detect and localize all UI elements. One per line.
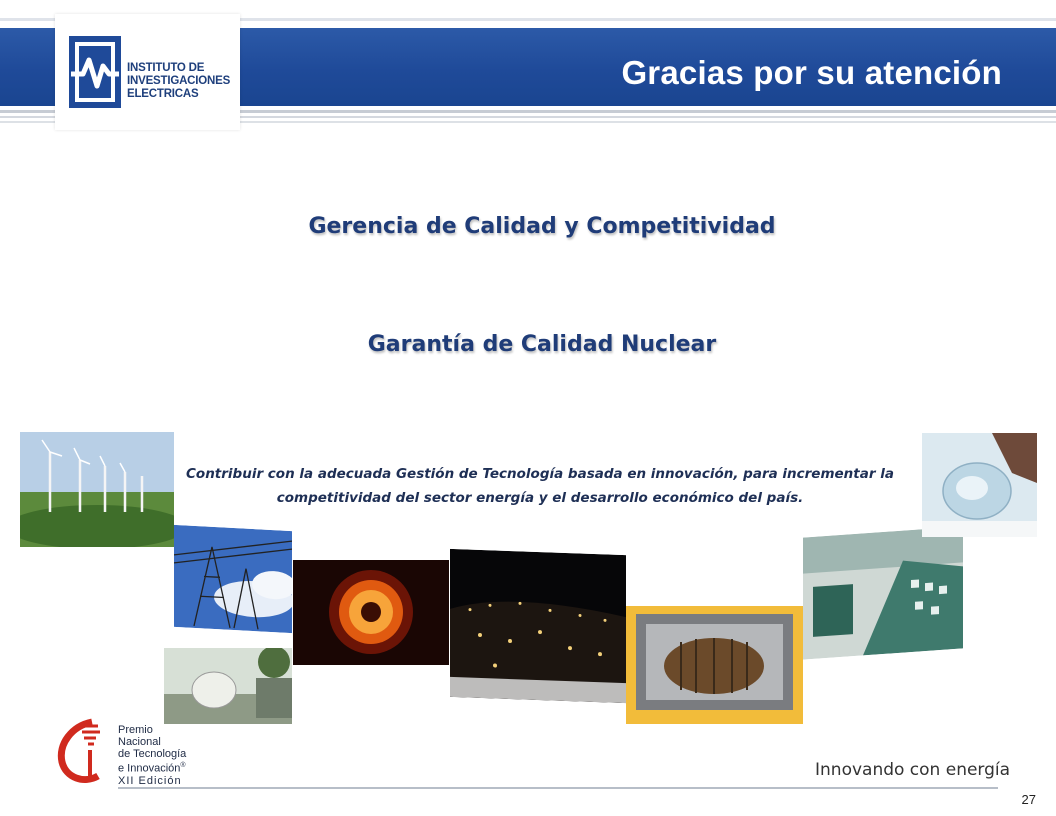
department-heading: Gerencia de Calidad y Competitividad [308,214,776,239]
mission-line: Contribuir con la adecuada Gestión de Tecnología basada en innovación, para incrementar la [186,466,894,482]
mission-statement [170,462,910,510]
wind-turbines-photo [20,432,174,547]
turbine-fire-photo [293,560,449,665]
iie-logo-icon [69,36,121,108]
steam-turbine-photo [626,606,803,724]
slide-title: Gracias por su atención [621,54,1002,91]
registered-mark: ® [180,762,186,769]
control-room-photo [803,526,963,659]
unit-heading: Garantía de Calidad Nuclear [367,332,717,357]
logo-line: ELECTRICAS [127,88,199,100]
page-number: 27 [1021,792,1036,807]
logo-line: INSTITUTO DE [127,62,205,74]
mission-line: competitividad del sector energía y el desarrollo económico del país. [276,490,804,506]
night-city-photo [450,549,626,703]
award-line: e Innovación® [118,762,186,775]
tagline: Innovando con energía [815,760,1011,780]
footer-divider [118,787,998,789]
satellite-dish-photo [164,648,292,724]
lab-sample-photo [922,433,1037,537]
power-towers-photo [174,525,292,633]
institute-logo [55,14,240,130]
award-text [118,724,186,787]
award-line: Nacional [118,736,161,748]
award-line: XII Edición [118,774,182,787]
award-line: Premio [118,724,153,736]
award-line: de Tecnología [118,748,187,760]
logo-line: INVESTIGACIONES [127,75,231,87]
